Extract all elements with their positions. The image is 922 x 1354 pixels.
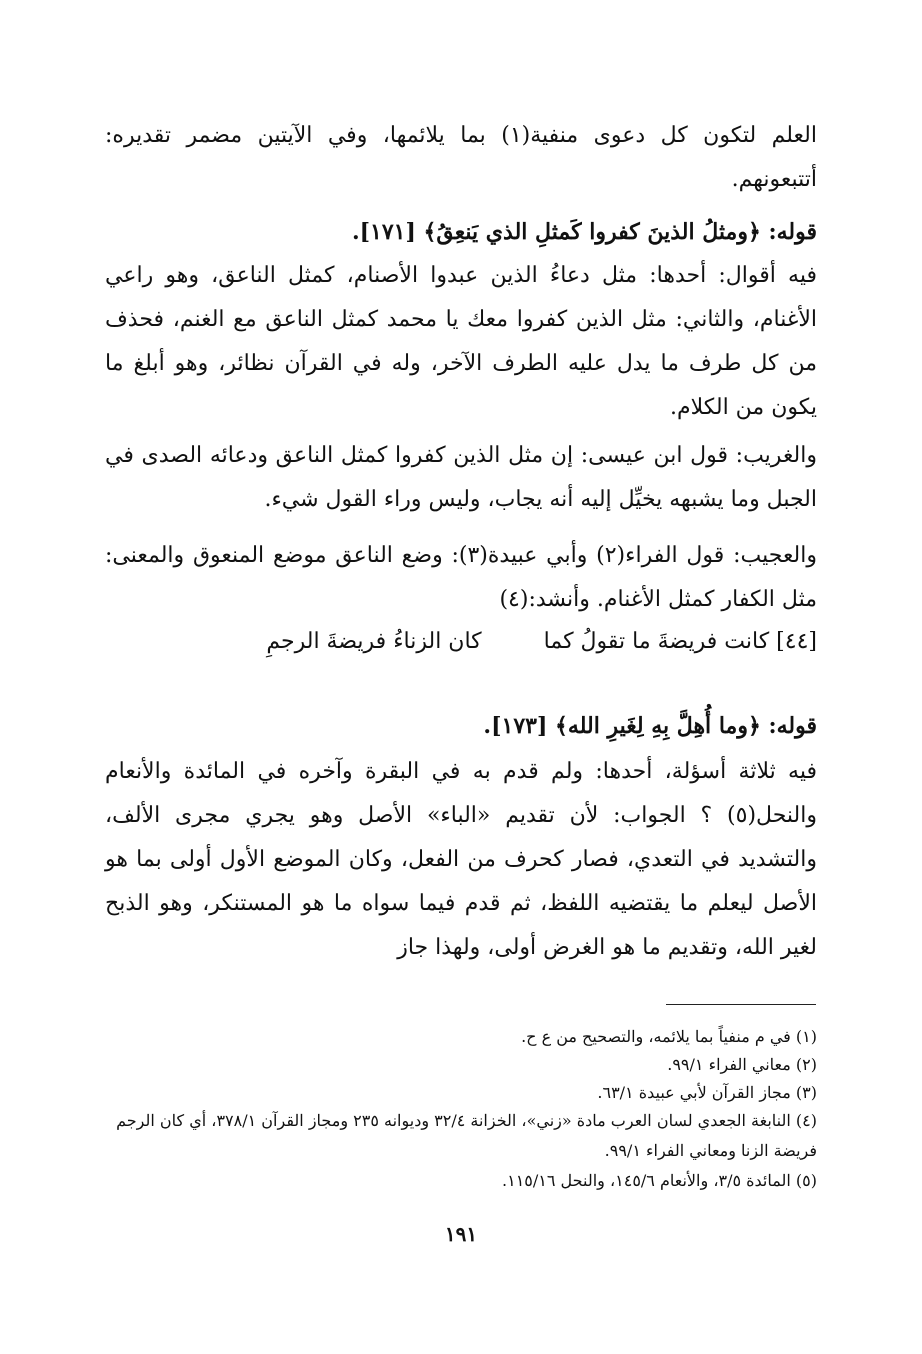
paragraph-continuation: العلم لتكون كل دعوى منفية(١) بما يلائمها، وفي الآيتين مضمر تقديره: أتتبعونهم. — [105, 123, 817, 192]
verse-heading-173: قوله: ﴿وما أُهِلَّ بِهِ لِغَيرِ الله﴾ [١٧٣]. — [483, 713, 817, 739]
footnote-1: (١) في م منفياً بما يلائمه، والتصحيح من ع ح. — [521, 1027, 817, 1046]
paragraph-wondrous: والعجيب: قول الفراء(٢) وأبي عبيدة(٣): وضع الناعق موضع المنعوق والمعنى: مثل الكفار كمثل الأغنام. وأنشد:(٤) — [105, 543, 817, 612]
paragraph-sayings: فيه أقوال: أحدها: مثل دعاءُ الذين عبدوا الأصنام، كمثل الناعق، وهو راعي الأغنام، والثاني: مثل الذين كفروا معك يا محمد كمثل الناعق مع الغنم، فحذف من كل طرف ما يدل عليه الطرف الآخر، وله في القرآن نظائر، وهو أبلغ ما يكون من الكلام. — [105, 263, 817, 420]
verse-heading-171: قوله: ﴿ومثلُ الذينَ كفروا كَمثلِ الذي يَنعِقُ﴾ [١٧١]. — [351, 219, 817, 245]
paragraph-strange: والغريب: قول ابن عيسى: إن مثل الذين كفروا كمثل الناعق ودعائه الصدى في الجبل وما يشبهه يخيِّل إليه أنه يجاب، وليس وراء القول شيء. — [105, 443, 817, 512]
footnote-5: (٥) المائدة ٣/٥، والأنعام ١٤٥/٦، والنحل ١١٥/١٦. — [502, 1171, 817, 1190]
footnote-4: (٤) النابغة الجعدي لسان العرب مادة «زني»، الخزانة ٣٢/٤ وديوانه ٢٣٥ ومجاز القرآن ٣٧٨/١، أي كان الرجم فريضة الزنا ومعاني الفراء ٩٩/١. — [116, 1111, 817, 1160]
page-number: ١٩١ — [444, 1222, 478, 1246]
footnote-3: (٣) مجاز القرآن لأبي عبيدة ٦٣/١. — [597, 1083, 817, 1102]
poetry-verse — [105, 620, 817, 664]
footnote-divider — [666, 1004, 816, 1005]
verse-second-hemistich: كان الزناءُ فريضةَ الرجمِ — [266, 629, 482, 654]
footnote-2: (٢) معاني الفراء ٩٩/١. — [667, 1055, 817, 1074]
verse-first-hemistich: كانت فريضةَ ما تقولُ كما — [543, 629, 770, 654]
verse-number: [٤٤] — [776, 629, 817, 654]
paragraph-questions: فيه ثلاثة أسؤلة، أحدها: ولم قدم به في البقرة وآخره في المائدة والأنعام والنحل(٥) ؟ الجواب: لأن تقديم «الباء» الأصل وهو يجري مجرى الألف، والتشديد في التعدي، فصار كحرف من الفعل، وكان الموضع الأول أولى بما هو الأصل ليعلم ما يقتضيه اللفظ، ثم قدم فيما سواه ما هو المستنكر، وهو الذبح لغير الله، وتقديم ما هو الغرض أولى، ولهذا جاز — [105, 759, 817, 960]
